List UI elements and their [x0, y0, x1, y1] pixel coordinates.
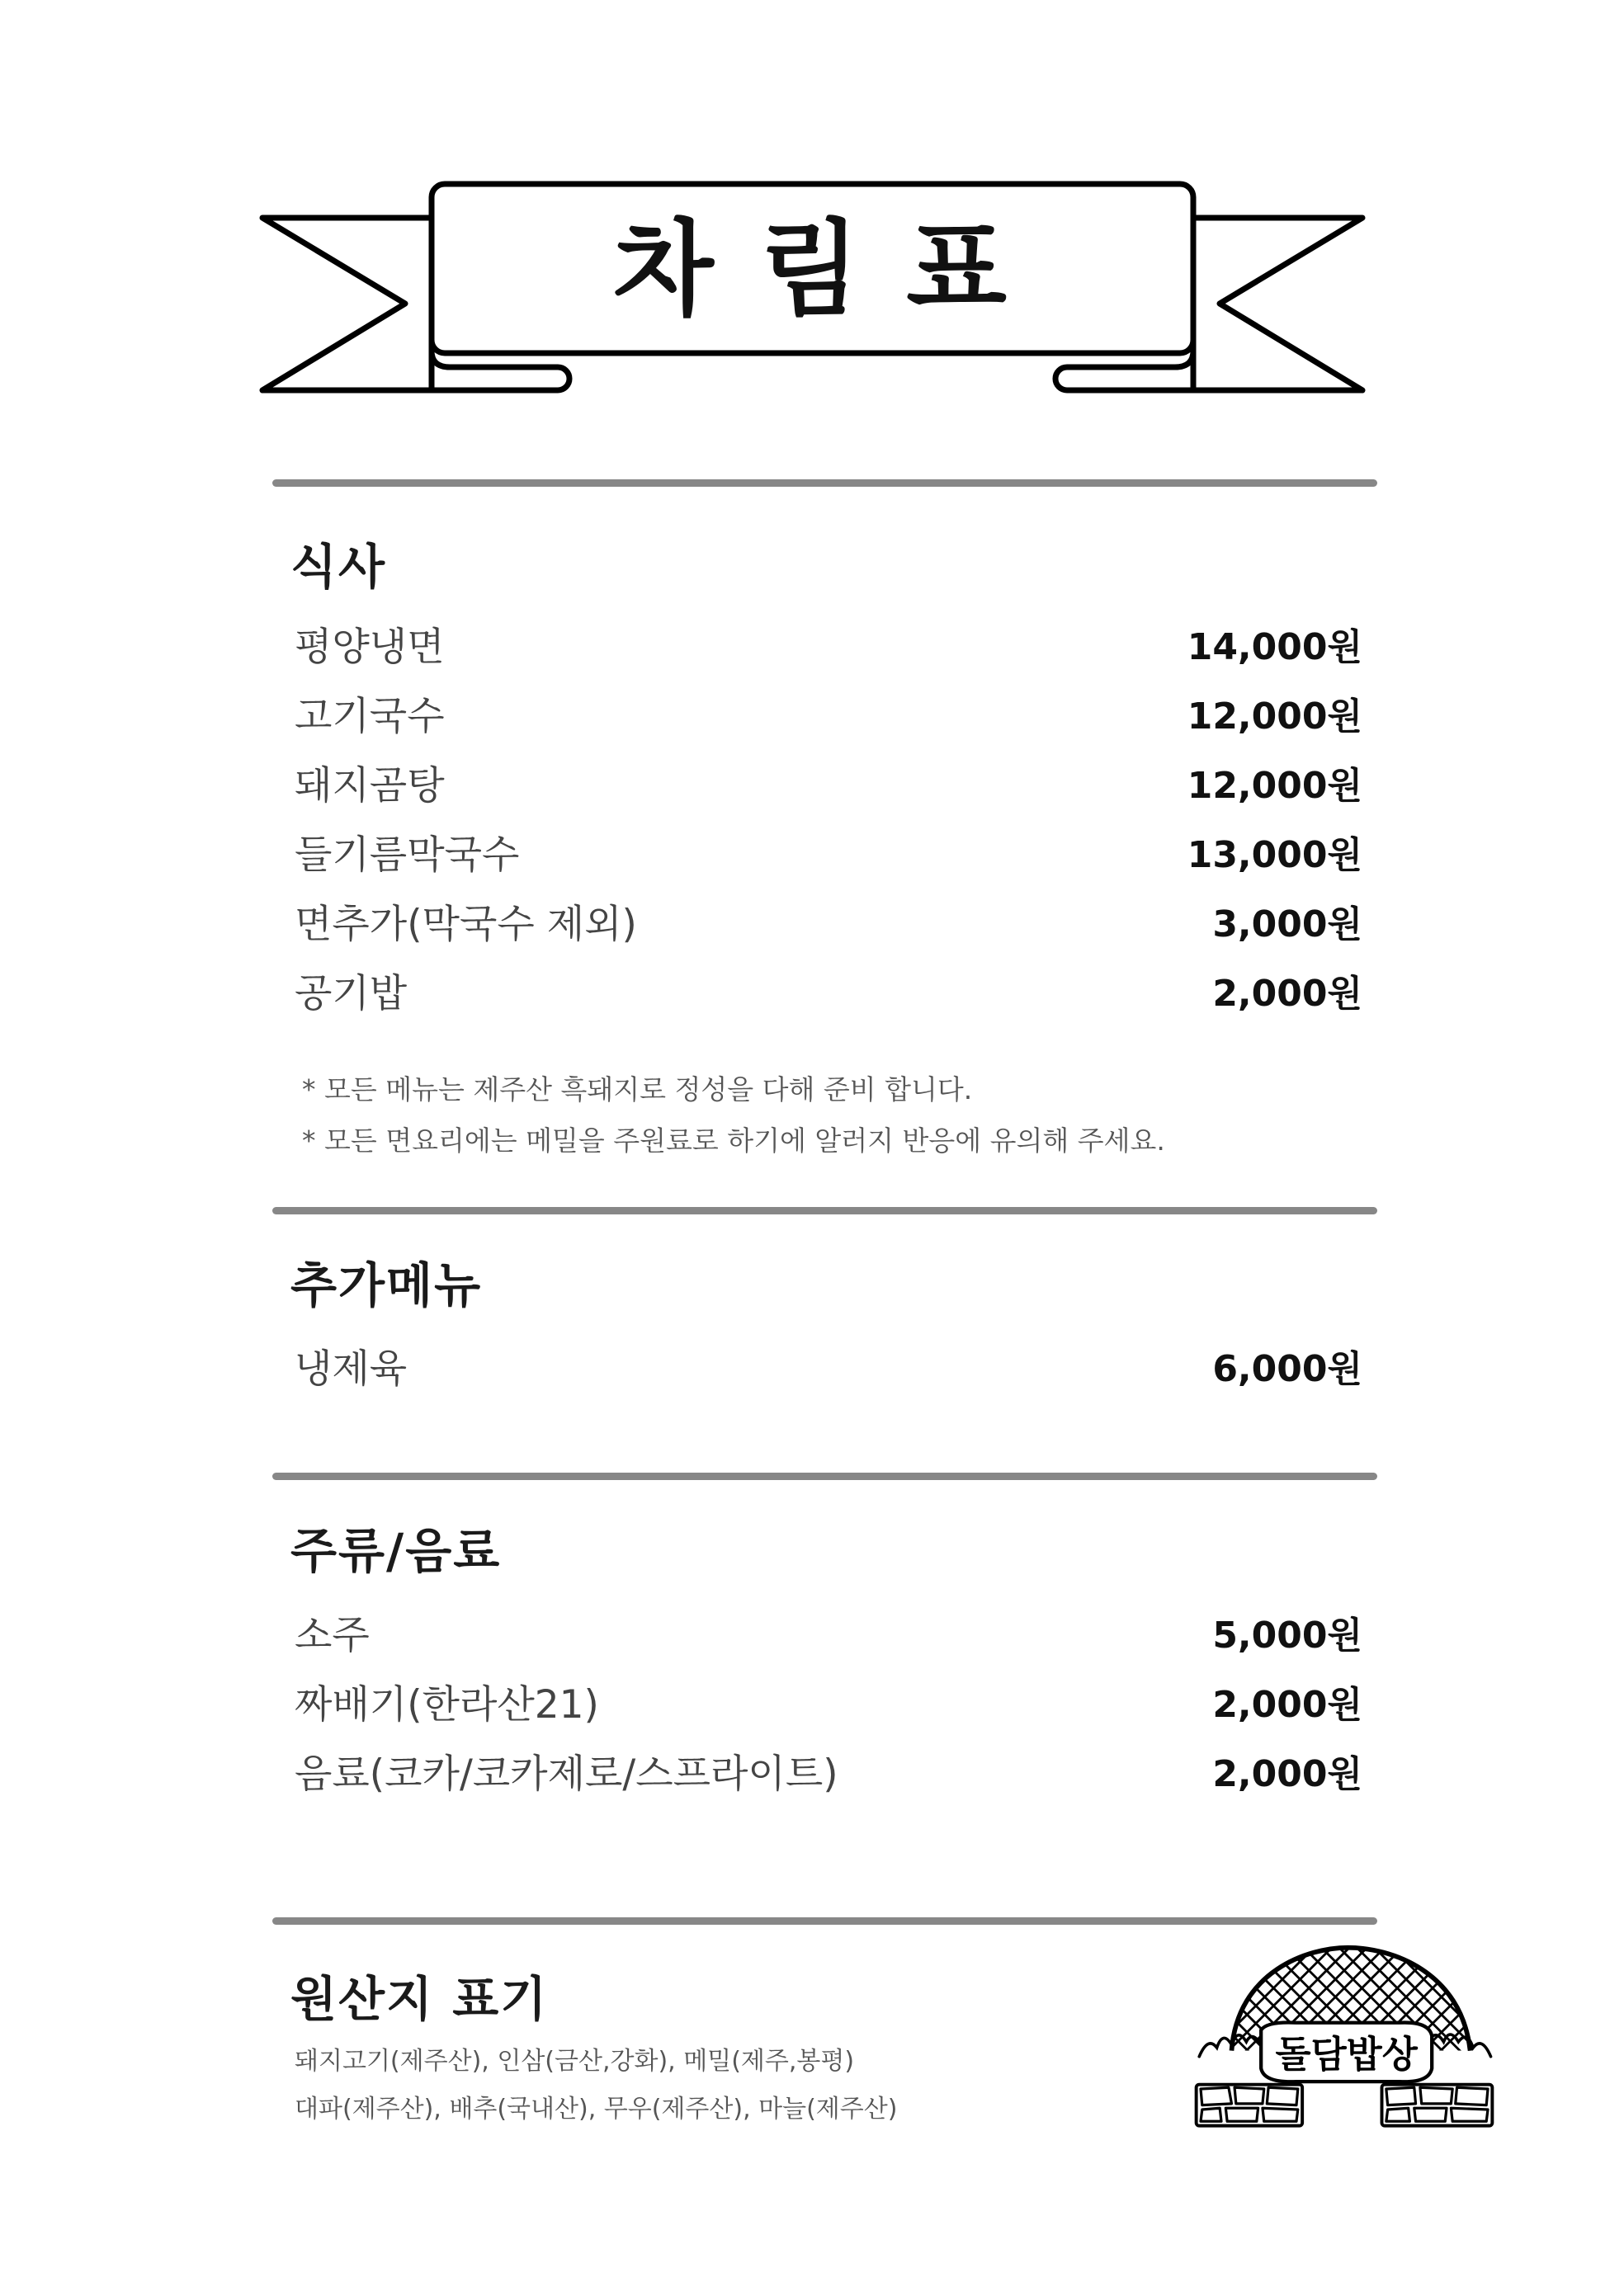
menu-item-price: 5,000원 [1212, 1615, 1362, 1657]
banner-left-tail [262, 218, 446, 390]
menu-item-price: 14,000원 [1187, 626, 1362, 668]
menu-row [295, 609, 1362, 678]
menu-item-price: 12,000원 [1187, 765, 1362, 807]
section-heading-origin: 원산지 표기 [290, 1971, 549, 2027]
menu-item-name: 음료(코카/코카제로/스프라이트) [295, 1751, 838, 1797]
menu-note: * 모든 메뉴는 제주산 흑돼지로 정성을 다해 준비 합니다. [302, 1073, 973, 1106]
menu-item-name: 냉제육 [295, 1346, 408, 1392]
menu-row [295, 1736, 1362, 1805]
menu-item-price: 2,000원 [1212, 973, 1362, 1015]
menu-item-price: 3,000원 [1212, 903, 1362, 945]
menu-row [295, 955, 1362, 1025]
section-divider [272, 1207, 1377, 1214]
extras-list [295, 1331, 1362, 1400]
menu-item-name: 돼지곰탕 [295, 762, 445, 809]
menu-row [295, 886, 1362, 955]
section-heading-extras: 추가메뉴 [290, 1257, 483, 1313]
page-title: 차 림 표 [613, 209, 1012, 330]
menu-item-price: 6,000원 [1212, 1348, 1362, 1390]
menu-item-name: 공기밥 [295, 970, 408, 1016]
stone-wall-dome-logo [1193, 1939, 1495, 2130]
section-divider [272, 479, 1377, 487]
menu-row [295, 817, 1362, 886]
section-heading-meals: 식사 [290, 539, 387, 595]
banner-right-tail [1179, 218, 1362, 390]
menu-row [295, 747, 1362, 817]
origin-line: 돼지고기(제주산), 인삼(금산,강화), 메밀(제주,봉평) [295, 2047, 855, 2076]
menu-item-price: 2,000원 [1212, 1753, 1362, 1795]
origin-line: 대파(제주산), 배추(국내산), 무우(제주산), 마늘(제주산) [295, 2095, 898, 2124]
menu-note: * 모든 면요리에는 메밀을 주원료로 하기에 알러지 반응에 유의해 주세요. [302, 1124, 1165, 1157]
menu-row [295, 1331, 1362, 1400]
stone-wall-left-icon [1197, 2085, 1302, 2126]
section-divider [272, 1473, 1377, 1480]
menu-item-name: 들기름막국수 [295, 832, 520, 878]
stone-wall-right-icon [1382, 2085, 1493, 2126]
menu-item-name: 평양냉면 [295, 624, 445, 670]
menu-row [295, 1667, 1362, 1736]
section-heading-drinks: 주류/음료 [290, 1523, 502, 1579]
origin-list [295, 2038, 897, 2133]
logo-label [1261, 2022, 1432, 2081]
meals-list [295, 609, 1362, 1025]
menu-item-name: 고기국수 [295, 693, 445, 739]
drinks-list [295, 1597, 1362, 1805]
section-divider [272, 1917, 1377, 1925]
meals-notes [302, 1064, 1165, 1167]
menu-item-name: 소주 [295, 1612, 370, 1658]
menu-row [295, 678, 1362, 747]
menu-item-price: 13,000원 [1187, 834, 1362, 876]
menu-item-name: 짜배기(한라산21) [295, 1681, 599, 1728]
menu-item-name: 면추가(막국수 제외) [295, 901, 637, 947]
logo-text: 돌담밥상 [1275, 2033, 1418, 2077]
menu-item-price: 2,000원 [1212, 1684, 1362, 1726]
menu-item-price: 12,000원 [1187, 695, 1362, 738]
menu-row [295, 1597, 1362, 1667]
